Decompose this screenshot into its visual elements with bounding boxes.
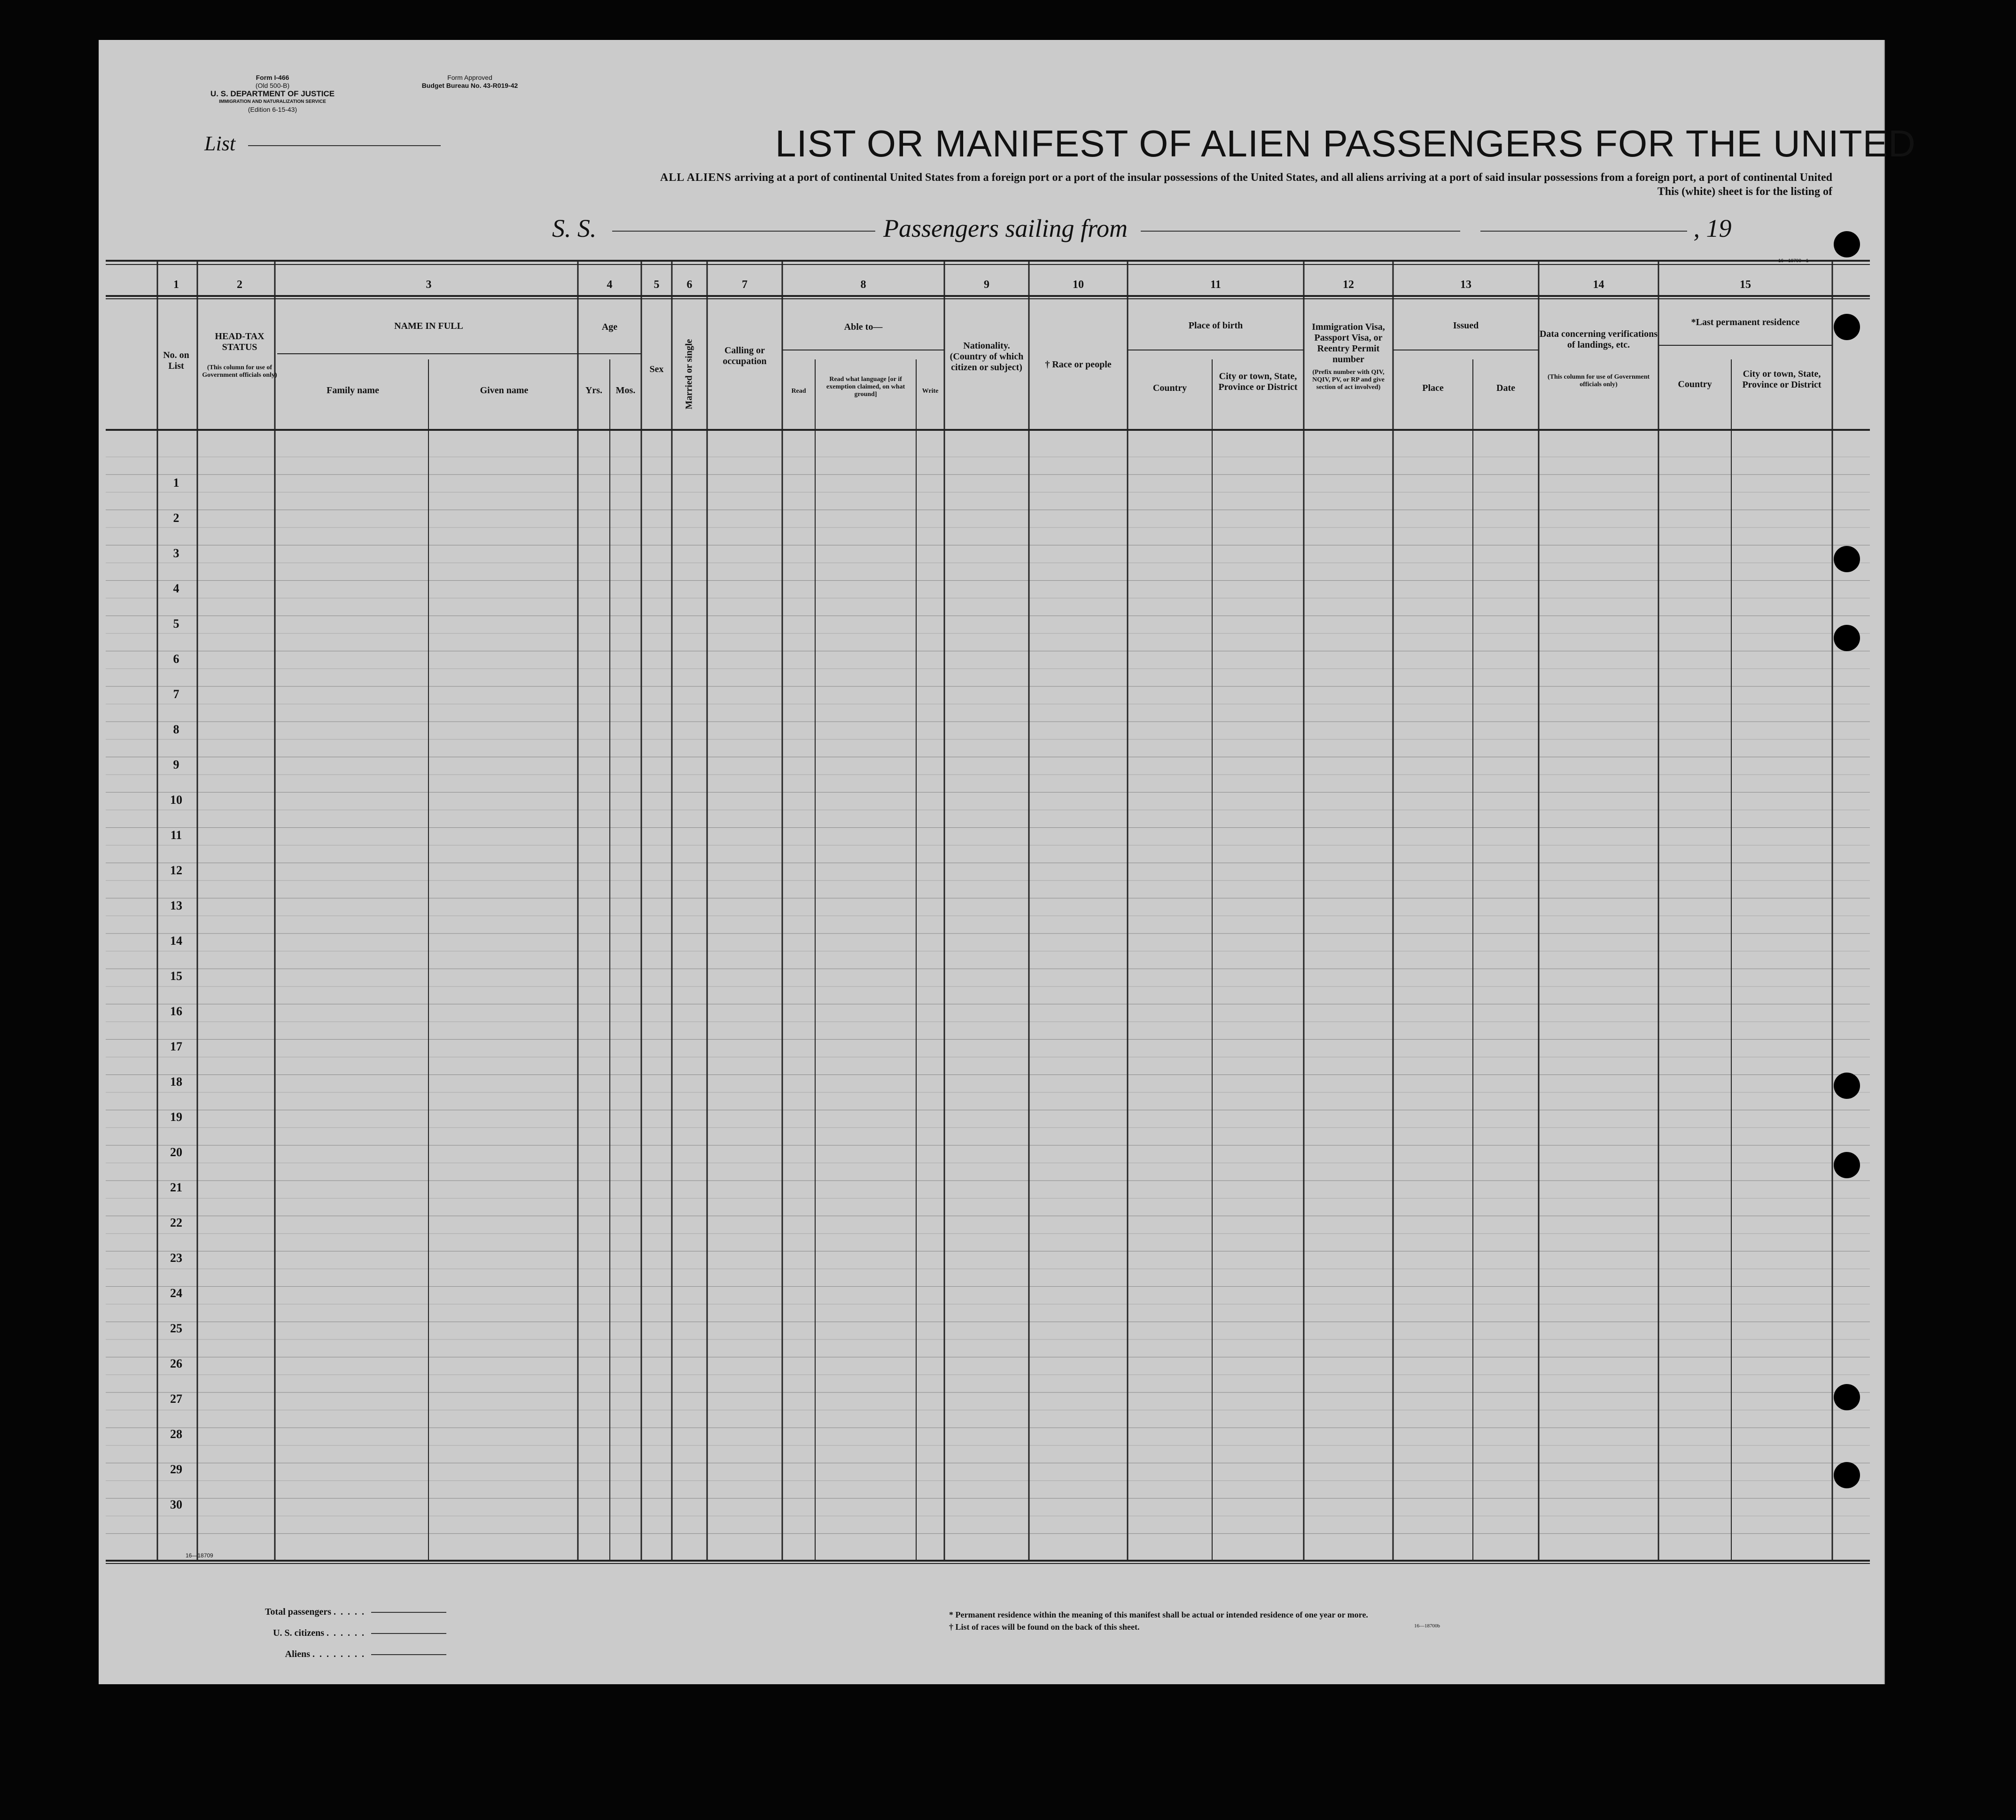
form-budget: Budget Bureau No. 43-R019-42 — [421, 82, 518, 89]
col-verifications-label: Data concerning verifications of landings, etc. — [1539, 329, 1658, 350]
col-4-num: 4 — [607, 279, 613, 291]
col-visa-note: (Prefix number with QIV, NQIV, PV, or RP and give section of act involved) — [1312, 369, 1385, 391]
col-verifications-note: (This column for use of Government officials only) — [1547, 373, 1650, 388]
list-label: List — [204, 132, 236, 155]
row-number: 25 — [170, 1322, 182, 1335]
punch-hole — [1834, 314, 1860, 340]
col-7-num: 7 — [742, 279, 747, 291]
col-5-num: 5 — [654, 279, 660, 291]
col-able-to-label: Able to— — [844, 322, 883, 332]
col-years-label: Yrs. — [585, 385, 603, 396]
col-15-num: 15 — [1740, 279, 1751, 291]
row-number: 7 — [173, 687, 179, 701]
row-number: 13 — [170, 899, 182, 912]
row-number: 3 — [173, 546, 179, 560]
row-number: 21 — [170, 1181, 182, 1194]
col-age-label: Age — [601, 322, 618, 332]
col-calling-label: Calling or occupation — [723, 345, 767, 366]
row-number: 11 — [170, 828, 182, 842]
col-no-on-list-label: No. on List — [163, 350, 189, 371]
us-citizens-label: U. S. citizens — [273, 1628, 324, 1638]
col-1-num: 1 — [173, 279, 179, 291]
row-number: 20 — [170, 1145, 182, 1159]
sailing-label: Passengers sailing from — [883, 214, 1128, 242]
row-number: 5 — [173, 617, 179, 630]
row-number: 8 — [173, 723, 179, 736]
col-residence-country-label: Country — [1678, 379, 1712, 389]
us-citizens-blank — [371, 1633, 446, 1634]
punch-hole — [1834, 546, 1860, 572]
manifest-sheet — [99, 40, 1916, 1684]
col-birth-country-label: Country — [1152, 383, 1187, 393]
row-number: 2 — [173, 511, 179, 525]
col-visa-label: Immigration Visa, Passport Visa, or Reentry Permit number — [1312, 322, 1385, 365]
row-number: 17 — [170, 1040, 182, 1053]
us-citizens-field: U. S. citizens ...... — [240, 1628, 446, 1639]
col-write-label: Write — [922, 388, 939, 395]
col-read-label: Read — [791, 388, 806, 395]
subtitle-bold: ALL ALIENS — [660, 171, 732, 184]
subtitle-text: arriving at a port of continental United States from a foreign port or a port of the insular possessions of the United States, and all aliens arriving at a port of said insular possessions from a foreign port, a port of continental United — [734, 171, 1832, 184]
row-number: 12 — [170, 863, 182, 877]
col-nationality-label: Nationality. (Country of which citizen or subject) — [950, 341, 1024, 373]
form-edition: (Edition 6-15-43) — [248, 106, 297, 113]
form-code-right-top: 16—18700—1 — [1778, 258, 1809, 264]
col-head-tax-label: HEAD-TAX STATUS — [215, 331, 265, 352]
col-birth-city-label: City or town, State, Province or District — [1218, 371, 1298, 392]
col-14-num: 14 — [1593, 279, 1604, 291]
punch-hole — [1834, 1462, 1860, 1488]
col-issued-place-label: Place — [1422, 383, 1444, 393]
col-13-num: 13 — [1460, 279, 1471, 291]
row-number: 27 — [170, 1392, 182, 1406]
col-months-label: Mos. — [615, 385, 636, 396]
row-number: 26 — [170, 1357, 182, 1370]
col-given-name-label: Given name — [480, 385, 529, 396]
total-passengers-blank — [371, 1612, 446, 1613]
punch-hole — [1834, 1152, 1860, 1178]
row-number: 14 — [170, 934, 182, 948]
row-number: 10 — [170, 793, 182, 807]
row-number: 29 — [170, 1462, 182, 1476]
row-number: 6 — [173, 652, 179, 666]
col-9-num: 9 — [984, 279, 989, 291]
col-8-num: 8 — [860, 279, 866, 291]
row-number: 9 — [173, 758, 179, 771]
form-approved: Form Approved — [447, 74, 492, 81]
form-department: U. S. DEPARTMENT OF JUSTICE — [210, 89, 335, 98]
row-number: 28 — [170, 1427, 182, 1441]
page-title: LIST OR MANIFEST OF ALIEN PASSENGERS FOR THE UNITED — [775, 123, 1916, 164]
row-number: 15 — [170, 969, 182, 983]
row-number: 16 — [170, 1004, 182, 1018]
col-10-num: 10 — [1073, 279, 1084, 291]
aliens-label: Aliens — [285, 1649, 310, 1659]
row-number: 19 — [170, 1110, 182, 1124]
aliens-field: Aliens ........ — [240, 1649, 446, 1660]
row-number: 22 — [170, 1216, 182, 1229]
col-race-label: † Race or people — [1045, 359, 1112, 370]
ship-label: S. S. — [552, 214, 597, 242]
form-service: IMMIGRATION AND NATURALIZATION SERVICE — [219, 99, 326, 104]
col-3-num: 3 — [426, 279, 432, 291]
row-number: 1 — [173, 476, 179, 490]
row-number: 23 — [170, 1251, 182, 1265]
total-passengers-label: Total passengers — [265, 1607, 331, 1617]
row-number: 18 — [170, 1075, 182, 1089]
form-code-right-bottom: 16—18700b — [1414, 1623, 1440, 1629]
col-family-name-label: Family name — [327, 385, 379, 396]
subtitle-line-2: This (white) sheet is for the listing of — [1657, 186, 1832, 198]
row-number: 24 — [170, 1286, 182, 1300]
footnote-residence: * Permanent residence within the meaning of this manifest shall be actual or intended residence of one year or more. — [949, 1610, 1368, 1619]
col-head-tax-note: (This column for use of Government officials only) — [202, 364, 277, 379]
punch-hole — [1834, 625, 1860, 651]
year-label: , 19 — [1693, 214, 1732, 242]
col-12-num: 12 — [1343, 279, 1354, 291]
col-11-num: 11 — [1210, 279, 1221, 291]
aliens-blank — [371, 1654, 446, 1655]
col-last-residence-label: *Last permanent residence — [1691, 317, 1800, 327]
col-residence-city-label: City or town, State, Province or District — [1742, 369, 1821, 390]
col-2-num: 2 — [237, 279, 242, 291]
col-name-in-full-label: NAME IN FULL — [394, 321, 463, 331]
punch-hole — [1834, 231, 1860, 257]
row-number: 4 — [173, 582, 179, 595]
footnote-races: † List of races will be found on the back of this sheet. — [949, 1622, 1140, 1632]
punch-hole — [1834, 1073, 1860, 1099]
col-sex-label: Sex — [649, 364, 664, 374]
form-number: Form I-466 — [256, 74, 289, 81]
col-issued-label: Issued — [1453, 320, 1479, 331]
form-code-left: 16—18709 — [186, 1552, 213, 1559]
total-passengers-field: Total passengers ..... — [240, 1607, 446, 1618]
form-old-number: (Old 500-B) — [255, 82, 290, 89]
punch-hole — [1834, 1384, 1860, 1410]
col-place-of-birth-label: Place of birth — [1188, 320, 1243, 331]
col-issued-date-label: Date — [1496, 383, 1515, 393]
col-married-label: Married or single — [684, 339, 694, 410]
col-read-language-label: Read what language [or if exemption claimed, on what ground] — [826, 376, 905, 398]
row-number: 30 — [170, 1498, 182, 1511]
col-6-num: 6 — [686, 279, 693, 291]
